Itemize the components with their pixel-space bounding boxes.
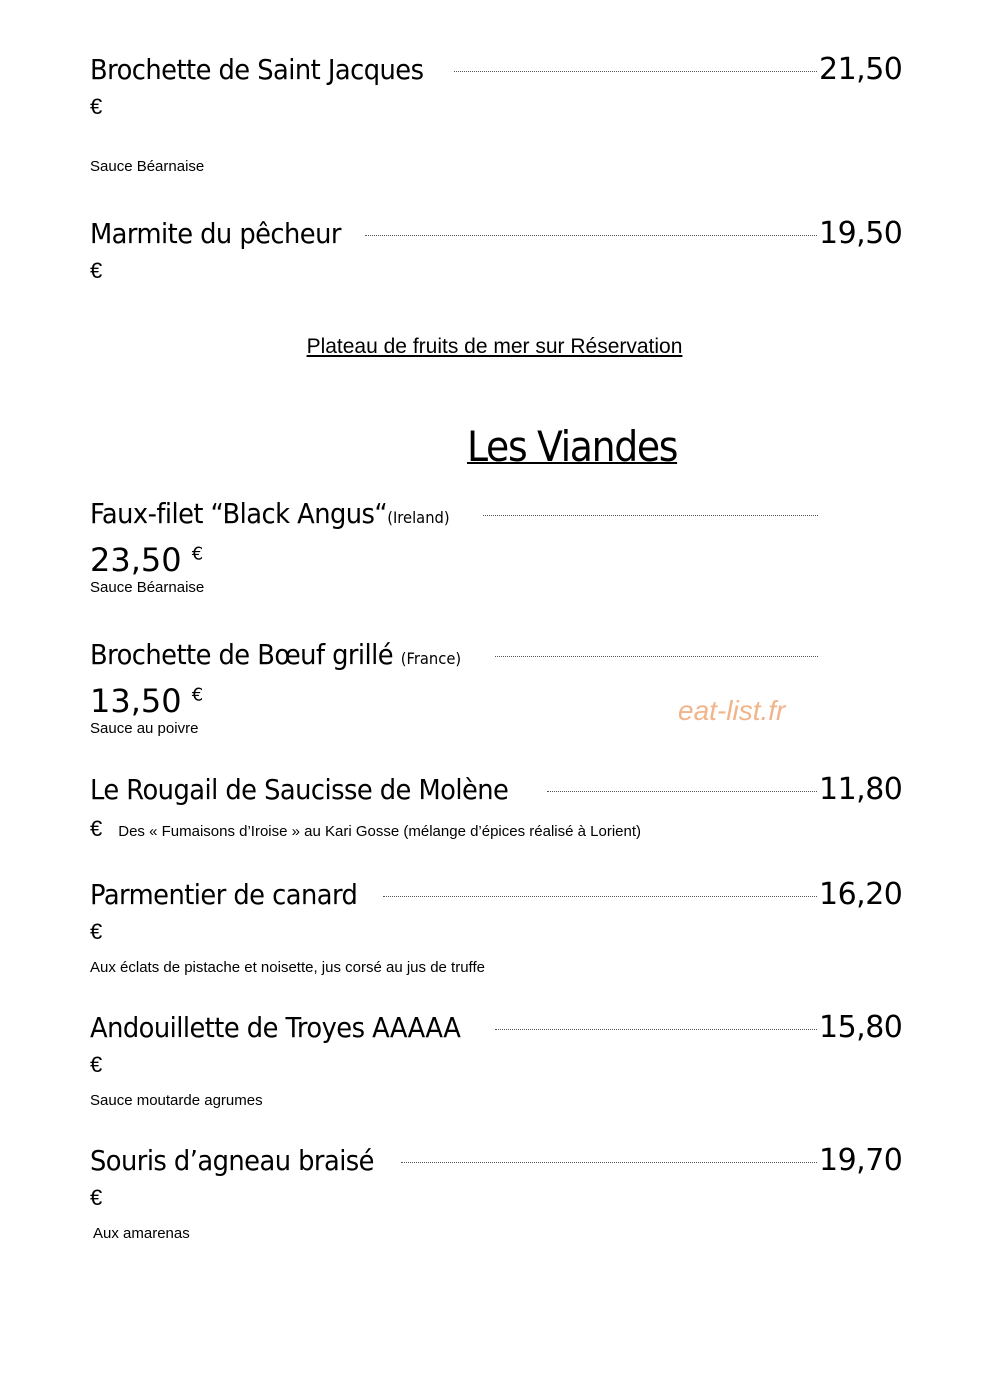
item-origin: (Ireland) [387, 508, 450, 527]
item-price: 21,50 [819, 52, 903, 87]
item-price: 15,80 [819, 1010, 903, 1045]
dotted-leader [365, 235, 817, 236]
item-description: Sauce Béarnaise [90, 579, 205, 596]
menu-item-andouillette [90, 1010, 905, 1109]
currency-symbol: € [90, 94, 103, 119]
dotted-leader [495, 1029, 818, 1030]
dotted-leader [495, 656, 818, 657]
item-price: 16,20 [819, 877, 903, 912]
watermark: eat-list.fr [678, 695, 786, 726]
currency-symbol: € [191, 543, 204, 565]
currency-symbol: € [90, 816, 103, 841]
menu-item-faux-filet [90, 497, 820, 596]
dotted-leader [383, 896, 817, 897]
item-description: Aux amarenas [93, 1225, 190, 1242]
menu-item-brochette-saint-jacques [90, 52, 905, 175]
dotted-leader [547, 791, 817, 792]
item-description: Sauce au poivre [90, 720, 199, 737]
item-name: Souris d’agneau braisé [90, 1144, 374, 1177]
item-origin: (France) [400, 649, 462, 668]
section-title: Les Viandes [467, 422, 678, 471]
item-name: Parmentier de canard [90, 878, 358, 911]
currency-symbol: € [90, 258, 103, 283]
currency-symbol: € [90, 1185, 103, 1210]
currency-symbol: € [191, 684, 204, 706]
dotted-leader [483, 515, 818, 516]
item-description: Des « Fumaisons d’Iroise » au Kari Gosse (mélange d’épices réalisé à Lorient) [118, 823, 642, 840]
item-name: Le Rougail de Saucisse de Molène [90, 773, 509, 806]
menu-item-rougail [90, 772, 905, 842]
menu-item-souris-agneau [90, 1143, 905, 1242]
item-description: Sauce Béarnaise [90, 158, 205, 175]
item-price: 11,80 [819, 772, 903, 807]
menu-item-parmentier [90, 877, 905, 976]
dotted-leader [401, 1162, 817, 1163]
currency-symbol: € [90, 1052, 103, 1077]
item-price: 13,50 € [90, 682, 204, 720]
currency-symbol: € [90, 919, 103, 944]
reservation-note: Plateau de fruits de mer sur Réservation [306, 335, 683, 358]
item-name: Andouillette de Troyes AAAAA [90, 1011, 461, 1044]
item-price: 23,50 € [90, 541, 204, 579]
item-description: Sauce moutarde agrumes [90, 1092, 263, 1109]
item-description: Aux éclats de pistache et noisette, jus corsé au jus de truffe [90, 959, 485, 976]
item-name: Brochette de Saint Jacques [90, 53, 424, 86]
item-name: Faux-filet “Black Angus“(Ireland) [90, 497, 450, 530]
dotted-leader [454, 71, 817, 72]
menu-item-marmite-pecheur [90, 216, 905, 284]
item-price: 19,70 [819, 1143, 903, 1178]
item-name: Brochette de Bœuf grillé (France) [90, 638, 462, 671]
item-name: Marmite du pêcheur [90, 217, 341, 250]
item-price: 19,50 [819, 216, 903, 251]
